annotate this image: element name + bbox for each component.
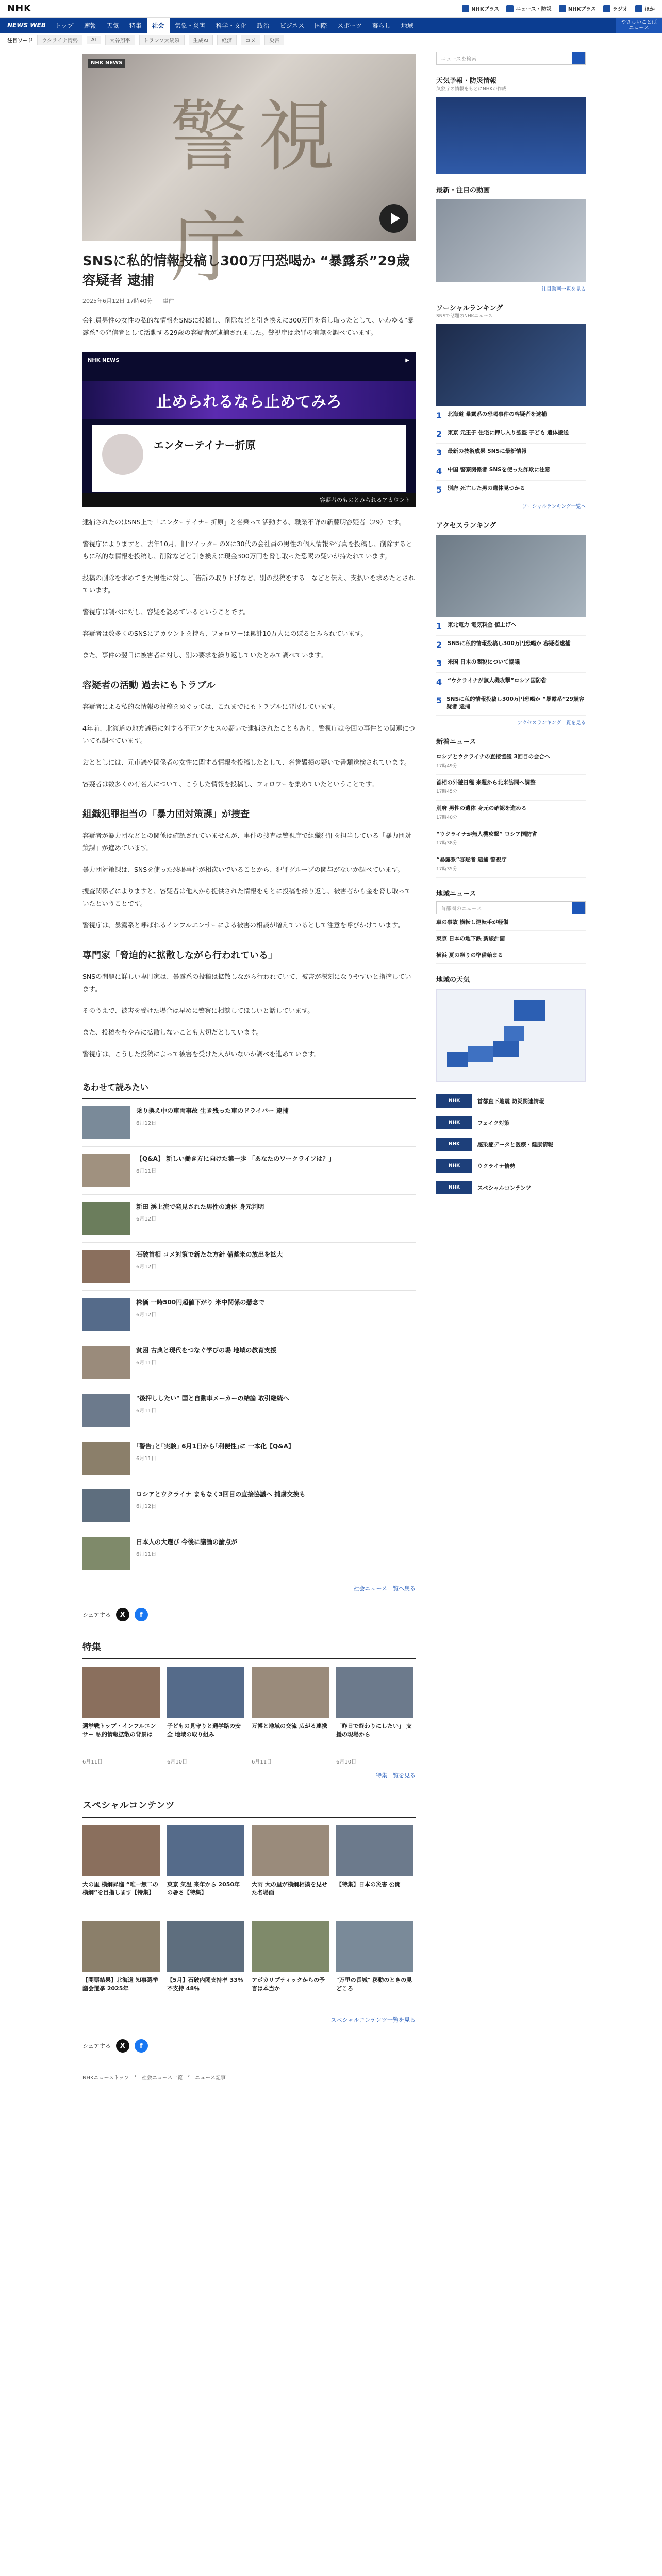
card-image[interactable]: [167, 1825, 244, 1876]
related-thumbnail[interactable]: [82, 1537, 130, 1570]
card-image[interactable]: [336, 1667, 413, 1718]
related-date: 6月12日: [136, 1216, 157, 1222]
top-link-2[interactable]: NHKプラス: [559, 5, 596, 12]
related-text: [136, 1346, 276, 1379]
trending-chip[interactable]: AI: [87, 36, 101, 44]
content-card[interactable]: [82, 1921, 160, 2009]
section-heading: 組織犯罪担当の「暴力団対策課」が捜査: [82, 809, 250, 820]
article-paragraph: 容疑者による私的な情報の投稿をめぐっては、これまでにもトラブルに発展しています。: [82, 703, 340, 710]
social-ranking-list: [436, 406, 586, 499]
region-map-label: 地域の天気: [436, 976, 470, 984]
article-paragraph: おととしには、元市議や関係者の女性に関する情報を投稿したとして、名誉毀損の疑いで書類送検されています。: [82, 758, 411, 766]
news-item[interactable]: ロシアとウクライナの直接協議 3回目の会合へ 17時49分: [436, 749, 586, 775]
nav-item-9[interactable]: 国際: [315, 22, 327, 29]
related-title[interactable]: ｢警告｣と｢実験｣ 6月1日から｢利便性｣に 一本化【Q&A】: [136, 1443, 295, 1450]
radio-icon: [603, 5, 610, 12]
latest-video-more[interactable]: 注目動画一覧を見る: [541, 286, 586, 292]
top-bar: [0, 0, 662, 18]
content-card[interactable]: [82, 1825, 160, 1913]
card-image[interactable]: [82, 1667, 160, 1718]
article-paragraph: 容疑者は数多くのSNSにアカウントを持ち、フォロワーは累計10万人にのぼるとみられています。: [82, 630, 367, 637]
article-paragraph: 会社員男性の女性の私的な情報をSNSに投稿し、削除などと引き換えに300万円を脅し取ったとして、いわゆる“暴露系”の発信者として活動する29歳の容疑者が逮捕されました。警視庁は余罪の有無を調べています。: [82, 316, 414, 336]
nav-item-5[interactable]: 気象・災害: [174, 22, 206, 29]
card-title[interactable]: 【開票結果】北海道 知事選挙 議会選挙 2025年: [82, 1977, 158, 1992]
share-label: シェアする: [82, 1612, 111, 1618]
related-thumbnail[interactable]: [82, 1346, 130, 1379]
side-link-title[interactable]: フェイク対策: [477, 1120, 510, 1126]
related-title[interactable]: ロシアとウクライナ まもなく3回目の直接協議へ 捕虜交換も: [136, 1490, 306, 1498]
content-card[interactable]: [336, 1825, 413, 1913]
side-link[interactable]: [436, 1133, 586, 1155]
content-card[interactable]: [336, 1667, 413, 1765]
related-thumbnail[interactable]: [82, 1489, 130, 1522]
nav-item-3[interactable]: 特集: [129, 22, 142, 29]
facebook-share-icon[interactable]: f: [135, 2039, 148, 2053]
content-card[interactable]: [167, 1667, 244, 1765]
share-bar: [82, 2039, 416, 2053]
nav-item-8[interactable]: ビジネス: [279, 22, 305, 29]
ranking-number: 4: [436, 466, 442, 476]
nav-item-4[interactable]: 社会: [147, 18, 170, 33]
trending-chip[interactable]: コメ: [241, 35, 260, 45]
ranking-item[interactable]: [436, 444, 586, 462]
easy-news-link[interactable]: やさしいことばニュース: [616, 18, 662, 33]
article-paragraph: 容疑者は数多くの有名人について、こうした情報を投稿し、フォロワーを集めていたということです。: [82, 780, 378, 788]
article-paragraph: 容疑者が暴力団などとの関係は確認されていませんが、事件の捜査は警視庁で組織犯罪を担当している「暴力団対策課」が進めています。: [82, 832, 411, 852]
ranking-item[interactable]: [436, 406, 586, 425]
related-text: [136, 1537, 237, 1570]
article-paragraph: 4年前、北海道の地方議員に対する不正アクセスの疑いで逮捕されたこともあり、警視庁は今回の事件との関連についても調べています。: [82, 724, 415, 744]
card-title[interactable]: 万博と地域の交流 広がる連携: [252, 1723, 327, 1730]
article-paragraph: 警視庁によりますと、去年10月、旧ツイッターのXに30代の会社員の男性の個人情報や写真を投稿し、削除するともに私的な情報を投稿し、削除などと引き換えに現金300万円を脅し取った恐喝の疑いが持たれています。: [82, 540, 412, 560]
content-card[interactable]: [252, 1667, 329, 1765]
news-item[interactable]: “暴露系”容疑者 逮捕 警視庁 17時35分: [436, 852, 586, 878]
article-paragraph: 捜査関係者によりますと、容疑者は他人から提供された情報をもとに投稿を繰り返し、被害者から金を脅し取っていたということです。: [82, 887, 411, 907]
article-tag[interactable]: 事件: [162, 298, 174, 304]
map-region-tohoku[interactable]: [504, 1026, 524, 1041]
section-heading: 専門家「脅迫的に拡散しながら行われている」: [82, 950, 277, 961]
card-image[interactable]: [336, 1825, 413, 1876]
top-link-4[interactable]: ほか: [635, 5, 655, 12]
nhk-logo[interactable]: NHK: [7, 3, 32, 14]
hero-sign-text: 警視庁: [170, 92, 346, 293]
nav-item-0[interactable]: トップ: [55, 22, 74, 29]
latest-video-heading: 最新・注目の動画: [436, 187, 490, 194]
related-item[interactable]: [82, 1243, 416, 1291]
access-ranking-image[interactable]: [436, 535, 586, 617]
article-paragraph: SNSの問題に詳しい専門家は、暴露系の投稿は拡散しながら行われていて、被害が深刻になりやすいと指摘しています。: [82, 973, 411, 993]
ranking-title[interactable]: SNSに私的情報投稿し300万円恐喝か 容疑者逮捕: [448, 640, 571, 647]
trending-label: 注目ワード: [7, 38, 33, 44]
article-paragraph: また、投稿をむやみに拡散しないことも大切だとしています。: [82, 1028, 263, 1036]
profile-name: エンターテイナー折原: [154, 439, 256, 451]
article-date: 2025年6月12日 17時40分: [82, 298, 153, 304]
related-date: 6月12日: [136, 1121, 157, 1126]
nav-item-2[interactable]: 天気: [106, 22, 119, 29]
menu-icon: [635, 5, 642, 12]
card-title[interactable]: 東京 気温 来年から 2050年の暑さ【特集】: [167, 1881, 240, 1896]
related-title[interactable]: 貧困 古典と現代をつなぐ学びの場 地域の教育支援: [136, 1347, 277, 1354]
article-title: SNSに私的情報投稿し300万円恐喝か “暴露系”29歳容疑者 逮捕: [82, 253, 410, 289]
ranking-item[interactable]: [436, 462, 586, 481]
article-paragraph: 暴力団対策課は、SNSを使った恐喝事件が相次いでいることから、犯罪グループの関与がないか調べています。: [82, 866, 404, 873]
card-date: 6月10日: [336, 1759, 357, 1765]
x-share-icon[interactable]: X: [116, 1608, 129, 1621]
news-time: 17時35分: [436, 867, 457, 872]
social-ranking-more[interactable]: ソーシャルランキング一覧へ: [522, 504, 586, 510]
ranking-title[interactable]: 別府 死亡した男の遺体見つかる: [448, 485, 525, 492]
related-more-link[interactable]: 社会ニュース一覧へ戻る: [353, 1585, 416, 1592]
related-title[interactable]: 乗り換え中の車両事故 生き残った車のドライバー 逮捕: [136, 1107, 289, 1114]
map-region-kinki[interactable]: [468, 1046, 493, 1062]
ranking-number: 2: [436, 640, 442, 650]
related-text: [136, 1489, 305, 1522]
search-input[interactable]: ニュースを検索: [436, 52, 586, 65]
share-label: シェアする: [82, 2043, 111, 2049]
tv-icon: [559, 5, 566, 12]
content-card[interactable]: [82, 1667, 160, 1765]
nhk-news-badge: NHK NEWS: [88, 358, 120, 363]
region-heading: 地域ニュース: [436, 890, 476, 898]
ranking-number: 1: [436, 411, 442, 420]
card-image[interactable]: [336, 1921, 413, 1972]
sidebar: [436, 47, 586, 2081]
content-card[interactable]: [252, 1825, 329, 1913]
ranking-title[interactable]: 東北電力 電気料金 値上げへ: [448, 622, 517, 628]
content-card[interactable]: [167, 1825, 244, 1913]
related-date: 6月12日: [136, 1264, 157, 1270]
related-text: [136, 1250, 283, 1283]
ranking-title[interactable]: 中国 警察関係者 SNSを使った詐欺に注意: [448, 467, 551, 473]
related-thumbnail[interactable]: [82, 1394, 130, 1427]
side-link[interactable]: [436, 1177, 586, 1198]
related-item[interactable]: [82, 1434, 416, 1482]
card-title[interactable]: 【特集】日本の災害 公開: [336, 1881, 401, 1888]
ranking-title[interactable]: 米国 日本の関税について協議: [448, 659, 520, 665]
nhk-news-badge: NHK NEWS: [88, 59, 125, 68]
card-date: 6月11日: [252, 1759, 272, 1765]
weather-heading: 天気予報・防災情報 気象庁の情報をもとにNHKが作成: [436, 77, 507, 92]
side-link-title[interactable]: 感染症データと医療・健康情報: [477, 1141, 553, 1148]
share-bar: [82, 1608, 416, 1621]
access-ranking-more[interactable]: アクセスランキング一覧を見る: [517, 720, 586, 726]
map-region-hokkaido[interactable]: [514, 1000, 545, 1021]
tokushu-heading: 特集: [82, 1640, 416, 1659]
card-title[interactable]: 「昨日で終わりにしたい」 支援の現場から: [336, 1723, 412, 1738]
breadcrumb: [82, 2073, 416, 2081]
plus-icon: [462, 5, 469, 12]
side-link-badge: NHK: [436, 1181, 472, 1194]
trending-chip[interactable]: 経済: [217, 35, 237, 45]
related-item[interactable]: [82, 1386, 416, 1434]
card-image[interactable]: [82, 1921, 160, 1972]
breadcrumb-item: ニュース記事: [195, 2075, 226, 2081]
trending-chip[interactable]: トランプ大統領: [139, 35, 185, 45]
side-link-title[interactable]: 首都直下地震 防災関連情報: [477, 1098, 544, 1105]
side-link-badge: NHK: [436, 1138, 472, 1151]
card-title[interactable]: 大雨 大の里が横綱相撲を見せた名場面: [252, 1881, 327, 1896]
ranking-item[interactable]: [436, 425, 586, 444]
related-date: 6月11日: [136, 1408, 157, 1414]
card-image[interactable]: [252, 1667, 329, 1718]
related-list: [82, 1099, 416, 1578]
related-date: 6月11日: [136, 1456, 157, 1462]
side-link-badge: NHK: [436, 1116, 472, 1129]
related-heading: あわせて読みたい: [82, 1081, 416, 1099]
region-news-item[interactable]: 車の事故 横転し運転手が軽傷: [436, 914, 586, 931]
ranking-title[interactable]: “ウクライナが無人機攻撃”ロシア国防省: [448, 677, 547, 684]
related-date: 6月11日: [136, 1168, 157, 1174]
card-title[interactable]: 子どもの見守りと通学路の安全 地域の取り組み: [167, 1723, 241, 1738]
special-grid: [82, 1825, 416, 2009]
card-image[interactable]: [252, 1921, 329, 1972]
ranking-number: 3: [436, 448, 442, 457]
region-news-item[interactable]: 横浜 夏の祭りの準備始まる: [436, 947, 586, 964]
related-date: 6月11日: [136, 1552, 157, 1557]
side-link-title[interactable]: ウクライナ情勢: [477, 1163, 516, 1170]
side-link-badge: NHK: [436, 1159, 472, 1173]
related-date: 6月12日: [136, 1312, 157, 1318]
top-link-0[interactable]: NHKプラス: [462, 5, 499, 12]
news-time: 17時45分: [436, 789, 457, 794]
related-text: [136, 1202, 264, 1235]
related-item[interactable]: [82, 1482, 416, 1530]
avatar: [102, 434, 143, 475]
related-text: [136, 1442, 294, 1475]
breadcrumb-item[interactable]: NHKニューストップ: [82, 2075, 129, 2081]
card-title[interactable]: 【5月】石破内閣支持率 33％ 不支持 48％: [167, 1977, 243, 1992]
ranking-number: 4: [436, 677, 442, 687]
breadcrumb-item[interactable]: 社会ニュース一覧: [141, 2075, 183, 2081]
region-news-list: [436, 914, 586, 964]
related-text: [136, 1106, 289, 1139]
top-link-1[interactable]: ニュース・防災: [506, 5, 552, 12]
ranking-item[interactable]: [436, 673, 586, 691]
trending-chip[interactable]: 大谷翔平: [105, 35, 135, 45]
card-title[interactable]: 大の里 横綱昇進 “唯一無二の横綱”を目指します【特集】: [82, 1881, 158, 1896]
article-paragraph: 警視庁は、暴露系と呼ばれるインフルエンサーによる被害の相談が増えているとして注意を呼びかけています。: [82, 921, 404, 929]
new-news-list: [436, 749, 586, 878]
access-ranking-list: [436, 617, 586, 716]
card-date: 6月10日: [167, 1759, 188, 1765]
side-links: [436, 1090, 586, 1198]
ranking-number: 5: [436, 485, 442, 495]
related-text: [136, 1154, 335, 1187]
ranking-number: 2: [436, 429, 442, 439]
article-paragraph: 警視庁は、こうした投稿によって被害を受けた人がいないか調べを進めています。: [82, 1050, 321, 1058]
article-paragraph: また、事件の翌日に被害者に対し、別の要求を繰り返していたとみて調べています。: [82, 651, 327, 659]
related-title[interactable]: 新田 渓上流で発見された男性の遺体 身元判明: [136, 1203, 264, 1210]
nav-item-10[interactable]: スポーツ: [337, 22, 362, 29]
ranking-item[interactable]: [436, 481, 586, 499]
japan-region-map[interactable]: [436, 989, 586, 1082]
ranking-title[interactable]: SNSに私的情報投稿し300万円恐喝か “暴露系”29歳容疑者 逮捕: [446, 696, 584, 710]
card-image[interactable]: [167, 1667, 244, 1718]
top-links: [462, 5, 655, 12]
ranking-number: 3: [436, 658, 442, 668]
related-item[interactable]: [82, 1338, 416, 1386]
related-title[interactable]: 日本人の大選び 今後に議論の論点が: [136, 1538, 238, 1546]
content-card[interactable]: [167, 1921, 244, 2009]
news-item[interactable]: 別府 男性の遺体 身元の確認を進める 17時40分: [436, 801, 586, 826]
trending-chip[interactable]: ウクライナ情勢: [37, 35, 82, 45]
side-link[interactable]: [436, 1090, 586, 1112]
related-thumbnail[interactable]: [82, 1250, 130, 1283]
news-icon: [506, 5, 514, 12]
news-time: 17時40分: [436, 815, 457, 820]
nav-item-1[interactable]: 速報: [84, 22, 96, 29]
related-date: 6月11日: [136, 1360, 157, 1366]
news-time: 17時38分: [436, 841, 457, 846]
related-title[interactable]: "後押ししたい" 国と自動車メーカーの結論 取引継続へ: [136, 1395, 289, 1402]
related-thumbnail[interactable]: [82, 1106, 130, 1139]
tokushu-grid: [82, 1667, 416, 1765]
content-card[interactable]: [252, 1921, 329, 2009]
trending-chip[interactable]: 災害: [264, 35, 284, 45]
map-region-kyushu[interactable]: [447, 1052, 468, 1067]
related-item[interactable]: [82, 1147, 416, 1195]
nav-item-11[interactable]: 暮らし: [372, 22, 391, 29]
news-item[interactable]: 首相の外遊日程 来週から北米訪問へ調整 17時45分: [436, 775, 586, 801]
card-image[interactable]: [82, 1825, 160, 1876]
ranking-title[interactable]: 北海道 暴露系の恐喝事件の容疑者を逮捕: [448, 411, 547, 417]
nav-item-7[interactable]: 政治: [257, 22, 270, 29]
section-heading: 容疑者の活動 過去にもトラブル: [82, 680, 216, 691]
related-item[interactable]: [82, 1099, 416, 1147]
related-item[interactable]: [82, 1291, 416, 1338]
weather-map[interactable]: [436, 97, 586, 174]
ranking-item[interactable]: [436, 617, 586, 636]
card-title[interactable]: "万里の長城" 移動のときの見どころ: [336, 1977, 412, 1992]
related-date: 6月12日: [136, 1504, 157, 1510]
ranking-number: 1: [436, 621, 442, 631]
content-card[interactable]: [336, 1921, 413, 2009]
video-play-icon[interactable]: ▶: [405, 358, 409, 363]
ranking-title[interactable]: 最新の技術成果 SNSに最新情報: [448, 448, 527, 454]
ranking-item[interactable]: [436, 636, 586, 654]
map-region-kanto[interactable]: [493, 1041, 519, 1057]
video-caption: 容疑者のものとみられるアカウント: [82, 493, 416, 507]
related-text: [136, 1298, 264, 1331]
card-title[interactable]: アポカリプティックからの予言は本当か: [252, 1977, 325, 1992]
news-time: 17時49分: [436, 764, 457, 769]
related-title[interactable]: 【Q&A】 新しい働き方に向けた第一歩 「あなたのワークライフは？」: [136, 1155, 335, 1162]
main-nav: [0, 18, 662, 33]
social-ranking-heading: ソーシャルランキング SNSで話題のNHKニュース: [436, 304, 503, 319]
nav-item-6[interactable]: 科学・文化: [216, 22, 247, 29]
trending-chip[interactable]: 生成AI: [189, 35, 213, 45]
article-paragraph: 警視庁は調べに対し、容疑を認めているということです。: [82, 608, 250, 616]
card-image[interactable]: [252, 1825, 329, 1876]
access-ranking-heading: アクセスランキング: [436, 522, 496, 530]
side-link-title[interactable]: スペシャルコンテンツ: [477, 1184, 532, 1191]
related-text: [136, 1394, 289, 1427]
related-thumbnail[interactable]: [82, 1442, 130, 1475]
special-more-link[interactable]: スペシャルコンテンツ一覧を見る: [330, 2016, 416, 2023]
article-paragraph: 投稿の削除を求めてきた男性に対し、「告訴の取り下げなど、別の投稿をする」などと伝え、支払いを求めたとされています。: [82, 574, 415, 594]
article-column: [82, 47, 416, 2081]
new-news-heading: 新着ニュース: [436, 738, 476, 746]
top-link-3[interactable]: ラジオ: [603, 5, 628, 12]
trending-words: [0, 33, 662, 47]
special-heading: スペシャルコンテンツ: [82, 1798, 416, 1818]
ranking-item[interactable]: [436, 691, 586, 716]
related-title[interactable]: 石破首相 コメ対策で新たな方針 備蓄米の放出を拡大: [136, 1251, 283, 1258]
ranking-number: 5: [436, 696, 442, 705]
card-title[interactable]: 選挙戦トップ・インフルエンサー 私的情報拡散の背景は: [82, 1723, 156, 1738]
article-meta: [82, 297, 416, 305]
side-link-badge: NHK: [436, 1094, 472, 1108]
tokushu-more-link[interactable]: 特集一覧を見る: [376, 1772, 416, 1779]
x-share-icon[interactable]: X: [116, 2039, 129, 2053]
video-banner-text: 止められるなら止めてみろ: [82, 381, 416, 419]
card-image[interactable]: [167, 1921, 244, 1972]
play-icon[interactable]: [379, 204, 408, 233]
article-paragraph: 逮捕されたのはSNS上で「エンターテイナー折原」と名乗って活動する、職業不詳の新藤明容疑者（29）です。: [82, 518, 406, 526]
latest-video-thumbnail[interactable]: [436, 199, 586, 282]
embedded-video[interactable]: [82, 352, 416, 507]
profile-panel: [92, 425, 406, 492]
related-title[interactable]: 株価 一時500円超値下がり 米中関係の懸念で: [136, 1299, 265, 1306]
ranking-title[interactable]: 東京 元王子 住宅に押し入り強盗 子ども 遺体搬送: [448, 430, 569, 436]
news-item[interactable]: “ウクライナが無人機攻撃” ロシア国防省 17時38分: [436, 826, 586, 852]
region-select[interactable]: 首都圏のニュース: [436, 901, 586, 914]
ranking-item[interactable]: [436, 654, 586, 673]
article-paragraph: そのうえで、被害を受けた場合は早めに警察に相談してほしいと話しています。: [82, 1007, 314, 1014]
breadcrumb-sep: ›: [134, 2073, 137, 2079]
side-link[interactable]: [436, 1112, 586, 1133]
side-link[interactable]: [436, 1155, 586, 1177]
related-item[interactable]: [82, 1195, 416, 1243]
card-date: 6月11日: [82, 1759, 103, 1765]
related-thumbnail[interactable]: [82, 1154, 130, 1187]
related-thumbnail[interactable]: [82, 1298, 130, 1331]
social-ranking-image[interactable]: [436, 324, 586, 406]
related-thumbnail[interactable]: [82, 1202, 130, 1235]
breadcrumb-sep: ›: [188, 2073, 190, 2079]
region-news-item[interactable]: 東京 日本の地下鉄 新線計画: [436, 931, 586, 947]
news-web-brand[interactable]: NEWS WEB: [7, 22, 46, 29]
facebook-share-icon[interactable]: f: [135, 1608, 148, 1621]
related-item[interactable]: [82, 1530, 416, 1578]
nav-item-12[interactable]: 地域: [401, 22, 413, 29]
